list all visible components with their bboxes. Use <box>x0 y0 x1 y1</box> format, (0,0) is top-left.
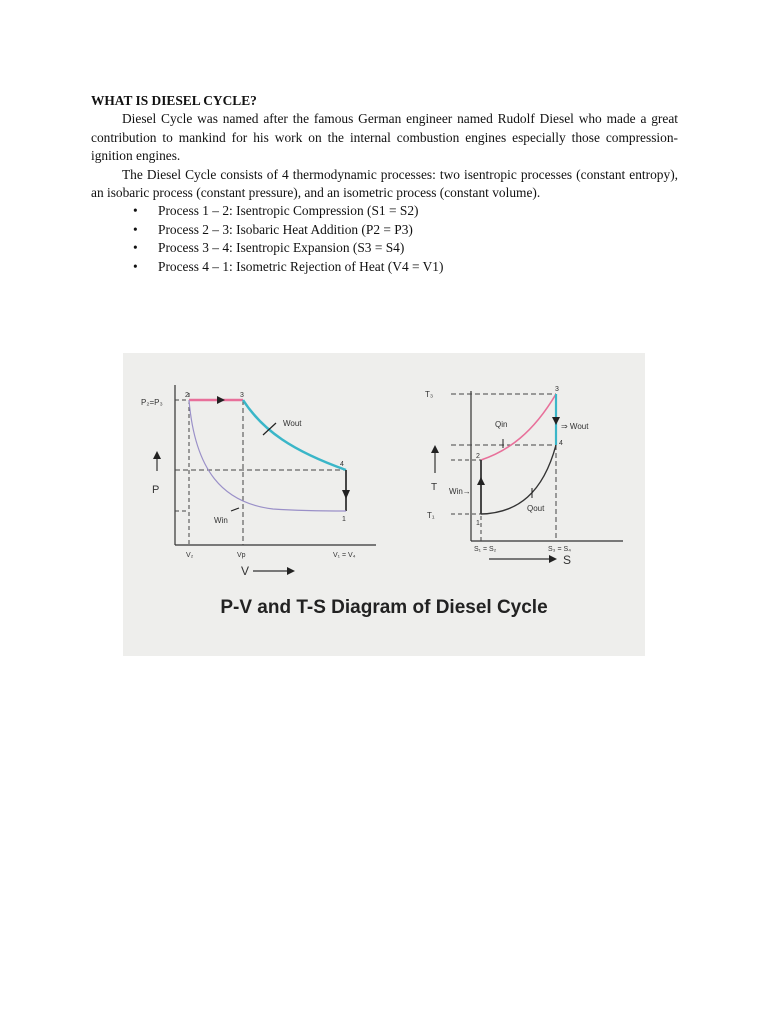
bullet-icon: • <box>133 258 138 274</box>
arrow-icon <box>217 396 225 404</box>
pv-compression-curve <box>189 400 346 511</box>
list-item-text: Process 2 – 3: Isobaric Heat Addition (P2 = P3) <box>158 221 413 237</box>
pv-point-2: 2 <box>185 392 189 399</box>
bullet-icon: • <box>133 221 138 237</box>
text-block <box>91 92 678 276</box>
pv-point-3: 3 <box>240 392 244 399</box>
pv-label-v1v4: V₁ = V₄ <box>333 552 356 559</box>
pv-win-pointer <box>231 508 239 511</box>
list-item <box>91 202 678 220</box>
ts-label-qout: Qout <box>527 504 545 513</box>
list-item <box>91 258 678 276</box>
list-item-text: Process 3 – 4: Isentropic Expansion (S3 = S4) <box>158 240 405 256</box>
pv-label-wout: Wout <box>283 419 302 428</box>
arrow-icon <box>549 555 557 563</box>
pv-point-4: 4 <box>340 461 344 468</box>
ts-label-win: Win→ <box>449 487 471 496</box>
pv-label-p2p3: P₂=P₃ <box>141 398 163 407</box>
ts-label-t1: T₁ <box>427 511 435 520</box>
pv-diagram <box>141 385 376 578</box>
figure-caption: P-V and T-S Diagram of Diesel Cycle <box>220 597 548 618</box>
arrow-icon <box>153 451 161 459</box>
ts-heat-addition-curve <box>481 394 556 460</box>
ts-label-t: T <box>431 482 438 493</box>
ts-label-s1s2: S₁ = S₂ <box>474 546 497 553</box>
ts-point-3: 3 <box>555 386 559 393</box>
pv-label-win: Win <box>214 516 228 525</box>
list-item-text: Process 4 – 1: Isometric Rejection of Heat (V4 = V1) <box>158 258 444 274</box>
arrow-icon <box>287 567 295 575</box>
ts-point-2: 2 <box>476 453 480 460</box>
pv-point-1: 1 <box>342 516 346 523</box>
ts-diagram <box>425 386 623 567</box>
list-item <box>91 239 678 257</box>
paragraph-intro: Diesel Cycle was named after the famous German engineer named Rudolf Diesel who made a great contribution to mankind for his work on the internal combustion engines especially those compression-ignition engines. <box>91 111 678 164</box>
list-item <box>91 221 678 239</box>
page-title: WHAT IS DIESEL CYCLE? <box>91 93 257 108</box>
ts-label-s3s4: S₃ = S₄ <box>548 546 572 553</box>
ts-point-4: 4 <box>559 440 563 447</box>
list-item-text: Process 1 – 2: Isentropic Compression (S1 = S2) <box>158 203 419 219</box>
diesel-cycle-figure <box>123 353 645 656</box>
ts-label-qin: Qin <box>495 420 508 429</box>
paragraph-processes: The Diesel Cycle consists of 4 thermodynamic processes: two isentropic processes (constant entropy), an isobaric process (constant pressure), and an isometric process (constant volume). <box>91 166 678 201</box>
ts-label-wout: ⇒ Wout <box>561 422 589 431</box>
arrow-icon <box>552 417 560 425</box>
pv-label-v: V <box>241 564 250 578</box>
pv-label-p: P <box>152 484 160 496</box>
pv-expansion-curve <box>243 400 346 470</box>
pv-label-v2: V₂ <box>186 552 194 559</box>
arrow-icon <box>342 490 350 499</box>
ts-label-t3: T₃ <box>425 390 434 399</box>
arrow-icon <box>477 477 485 485</box>
process-list <box>91 202 678 276</box>
pv-label-vp: Vp <box>237 552 246 559</box>
ts-point-1: 1 <box>476 520 480 527</box>
bullet-icon: • <box>133 203 138 219</box>
bullet-icon: • <box>133 240 138 256</box>
arrow-icon <box>431 445 439 453</box>
ts-label-s: S <box>563 553 572 567</box>
